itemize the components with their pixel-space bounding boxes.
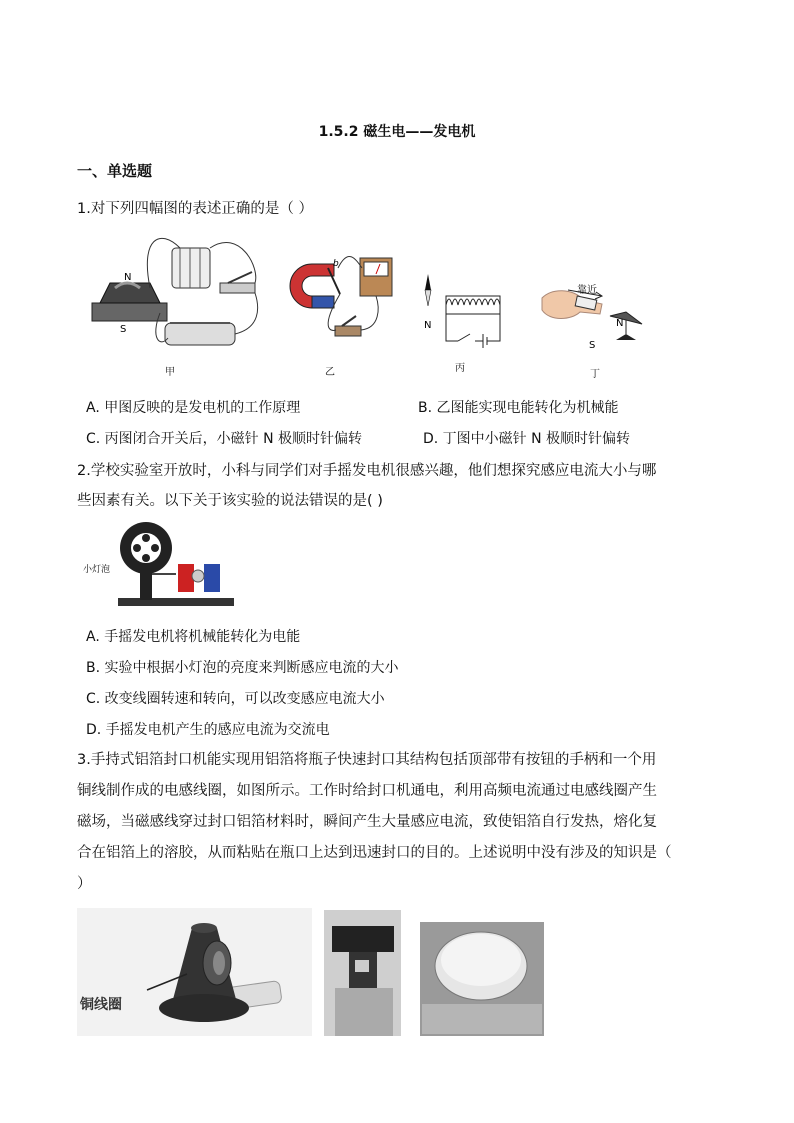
q3-stem-line4: 合在铝箔上的溶胶，从而粘贴在瓶口上达到迅速封口的目的。上述说明中没有涉及的知识是（: [77, 845, 672, 861]
label-n-bing: N: [424, 320, 432, 331]
q3-stem-line5: ）: [77, 876, 92, 892]
q2-option-b: B. 实验中根据小灯泡的亮度来判断感应电流的大小: [86, 660, 399, 676]
q1-option-a: A. 甲图反映的是发电机的工作原理: [86, 400, 301, 416]
section-heading: 一、单选题: [77, 162, 153, 180]
figure-jia: [92, 238, 258, 345]
figure-ding: [542, 290, 642, 340]
photo-sealed-cap: [420, 922, 544, 1036]
label-small-bulb: 小灯泡: [83, 565, 111, 575]
q1-stem: 1.对下列四幅图的表述正确的是（ ）: [77, 201, 313, 217]
figure-yi: [290, 256, 392, 336]
q1-option-c: C. 丙图闭合开关后，小磁针 N 极顺时针偏转: [86, 431, 363, 447]
label-copper-coil: 铜线圈: [80, 997, 122, 1013]
photo-sealer-label: [79, 996, 122, 1013]
q3-figures: [77, 908, 547, 1038]
q2-stem-line2: 些因素有关。以下关于该实验的说法错误的是( ): [77, 493, 383, 509]
caption-jia: 甲: [165, 367, 175, 378]
figure-yi-labels: [333, 259, 339, 269]
q3-stem-line2: 铜线制作成的电感线圈，如图所示。工作时给封口机通电，利用高频电流通过电感线圈产生: [77, 783, 657, 799]
q1-option-b: B. 乙图能实现电能转化为机械能: [418, 400, 619, 416]
figure-bing: [425, 274, 500, 348]
label-approach: 靠近: [577, 285, 597, 296]
q1-option-d: D. 丁图中小磁针 N 极顺时针偏转: [423, 431, 631, 447]
label-s-ding: S: [589, 340, 596, 351]
label-s-jia: S: [120, 324, 127, 335]
photo-bottle-neck: [324, 910, 401, 1036]
label-n-ding: N: [616, 318, 624, 329]
q3-stem-line1: 3.手持式铝箔封口机能实现用铝箔将瓶子快速封口其结构包括顶部带有按钮的手柄和一个用: [77, 752, 657, 768]
caption-ding: 丁: [590, 369, 600, 380]
q1-figures: [80, 228, 680, 378]
q2-option-d: D. 手摇发电机产生的感应电流为交流电: [86, 722, 330, 738]
label-n-jia: N: [124, 272, 132, 283]
caption-yi: 乙: [325, 367, 335, 378]
label-b: b: [333, 259, 339, 269]
q2-option-a: A. 手摇发电机将机械能转化为电能: [86, 629, 301, 645]
q2-stem-line1: 2.学校实验室开放时，小科与同学们对手摇发电机很感兴趣，他们想探究感应电流大小与哪: [77, 463, 657, 479]
figure-bing-labels: [424, 320, 431, 331]
photo-sealer: [77, 908, 312, 1036]
caption-bing: 丙: [455, 363, 465, 374]
q2-option-c: C. 改变线圈转速和转向，可以改变感应电流大小: [86, 691, 385, 707]
q3-stem-line3: 磁场，当磁感线穿过封口铝箔材料时，瞬间产生大量感应电流，致使铝箔自行发热，熔化复: [77, 814, 657, 830]
page-title: 1.5.2 磁生电——发电机: [318, 124, 476, 140]
